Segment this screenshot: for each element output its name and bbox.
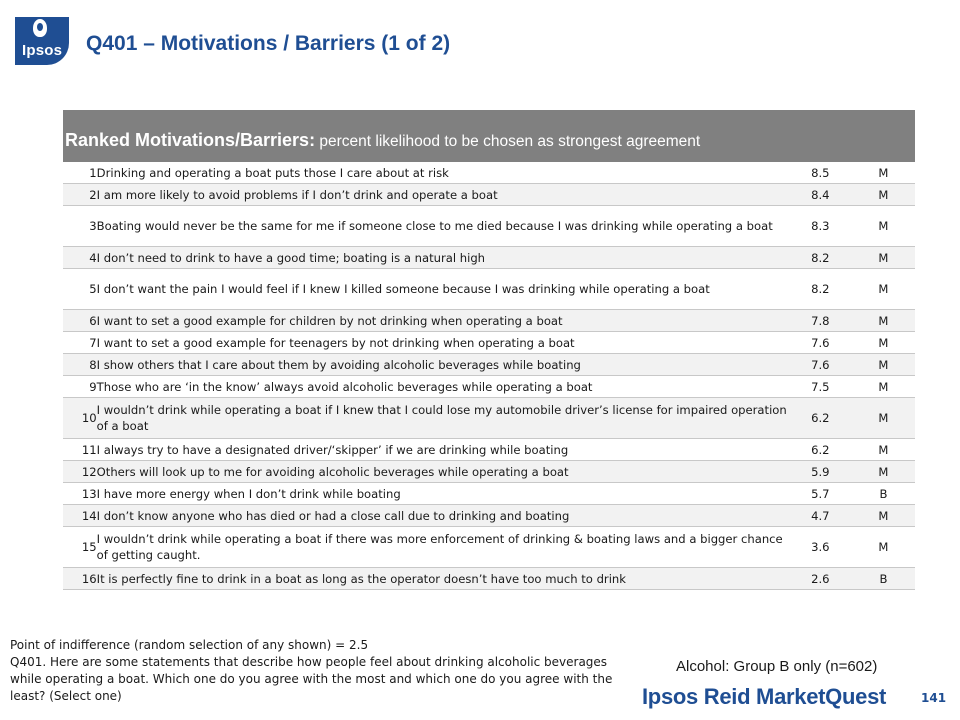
statement-cell: I wouldn’t drink while operating a boat if there was more enforcement of drinking & boating laws and a bigger chance of getting caught. [97,527,789,568]
statement-cell: I am more likely to avoid problems if I don’t drink and operate a boat [97,184,789,206]
type-cell: M [852,505,915,527]
statement-cell: I want to set a good example for children by not drinking when operating a boat [97,310,789,332]
table-header [63,110,915,162]
table-row [63,568,915,590]
table-row [63,439,915,461]
type-cell: M [852,354,915,376]
logo-text: Ipsos [22,42,63,59]
statement-cell: I don’t need to drink to have a good time; boating is a natural high [97,247,789,269]
table-row [63,527,915,568]
rank-cell: 16 [63,568,97,590]
type-cell: M [852,527,915,568]
score-cell: 4.7 [789,505,852,527]
statement-cell: Those who are ‘in the know’ always avoid alcoholic beverages while operating a boat [97,376,789,398]
rank-cell: 11 [63,439,97,461]
score-cell: 6.2 [789,398,852,439]
score-cell: 8.2 [789,247,852,269]
type-cell: M [852,376,915,398]
type-cell: M [852,184,915,206]
score-cell: 5.9 [789,461,852,483]
table-row [63,206,915,247]
statement-cell: I don’t know anyone who has died or had a close call due to drinking and boating [97,505,789,527]
statement-cell: I show others that I care about them by avoiding alcoholic beverages while boating [97,354,789,376]
score-cell: 2.6 [789,568,852,590]
table-row [63,483,915,505]
rank-cell: 10 [63,398,97,439]
type-cell: M [852,269,915,310]
statement-cell: I don’t want the pain I would feel if I knew I killed someone because I was drinking while operating a boat [97,269,789,310]
rank-cell: 12 [63,461,97,483]
statement-cell: Drinking and operating a boat puts those I care about at risk [97,162,789,184]
rank-cell: 14 [63,505,97,527]
table-row [63,354,915,376]
table-row [63,376,915,398]
motivations-table [63,110,915,590]
type-cell: M [852,206,915,247]
rank-cell: 15 [63,527,97,568]
statement-cell: Others will look up to me for avoiding alcoholic beverages while operating a boat [97,461,789,483]
table-header-cell [63,110,915,162]
type-cell: M [852,332,915,354]
type-cell: B [852,568,915,590]
score-cell: 8.4 [789,184,852,206]
table-row [63,184,915,206]
score-cell: 6.2 [789,439,852,461]
rank-cell: 3 [63,206,97,247]
rank-cell: 2 [63,184,97,206]
table-row [63,461,915,483]
score-cell: 8.2 [789,269,852,310]
page-number: 141 [921,691,947,705]
table-row [63,398,915,439]
score-cell: 7.8 [789,310,852,332]
statement-cell: I have more energy when I don’t drink while boating [97,483,789,505]
table-header-rest: percent likelihood to be chosen as strongest agreement [315,132,701,150]
table-header-bold: Ranked Motivations/Barriers: [65,129,316,150]
type-cell: B [852,483,915,505]
brand-logo-text: Ipsos Reid MarketQuest [642,684,887,709]
type-cell: M [852,439,915,461]
rank-cell: 8 [63,354,97,376]
footnote-indifference: Point of indifference (random selection of any shown) = 2.5 [10,638,369,652]
score-cell: 3.6 [789,527,852,568]
type-cell: M [852,247,915,269]
table-row [63,247,915,269]
type-cell: M [852,398,915,439]
group-note: Alcohol: Group B only (n=602) [676,658,878,675]
table-row [63,162,915,184]
type-cell: M [852,162,915,184]
score-cell: 8.3 [789,206,852,247]
rank-cell: 13 [63,483,97,505]
score-cell: 7.6 [789,354,852,376]
footnote [10,637,620,705]
table-row [63,310,915,332]
page-title: Q401 – Motivations / Barriers (1 of 2) [86,32,451,55]
statement-cell: I always try to have a designated driver/‘skipper’ if we are drinking while boating [97,439,789,461]
footnote-question: Q401. Here are some statements that describe how people feel about drinking alcoholic beverages while operating a boat. Which one do you agree with the most and which one do you agree with the least? (Select one) [10,655,613,703]
rank-cell: 6 [63,310,97,332]
statement-cell: It is perfectly fine to drink in a boat as long as the operator doesn’t have too much to drink [97,568,789,590]
table-row [63,332,915,354]
statement-cell: I wouldn’t drink while operating a boat if I knew that I could lose my automobile driver’s license for impaired operation of a boat [97,398,789,439]
table-row [63,269,915,310]
rank-cell: 9 [63,376,97,398]
rank-cell: 5 [63,269,97,310]
score-cell: 5.7 [789,483,852,505]
score-cell: 7.5 [789,376,852,398]
type-cell: M [852,310,915,332]
rank-cell: 7 [63,332,97,354]
table-row [63,505,915,527]
ipsos-logo [15,17,69,65]
statement-cell: Boating would never be the same for me if someone close to me died because I was drinking while operating a boat [97,206,789,247]
type-cell: M [852,461,915,483]
score-cell: 8.5 [789,162,852,184]
rank-cell: 1 [63,162,97,184]
logo-mark-icon [33,19,47,37]
rank-cell: 4 [63,247,97,269]
statement-cell: I want to set a good example for teenagers by not drinking when operating a boat [97,332,789,354]
score-cell: 7.6 [789,332,852,354]
